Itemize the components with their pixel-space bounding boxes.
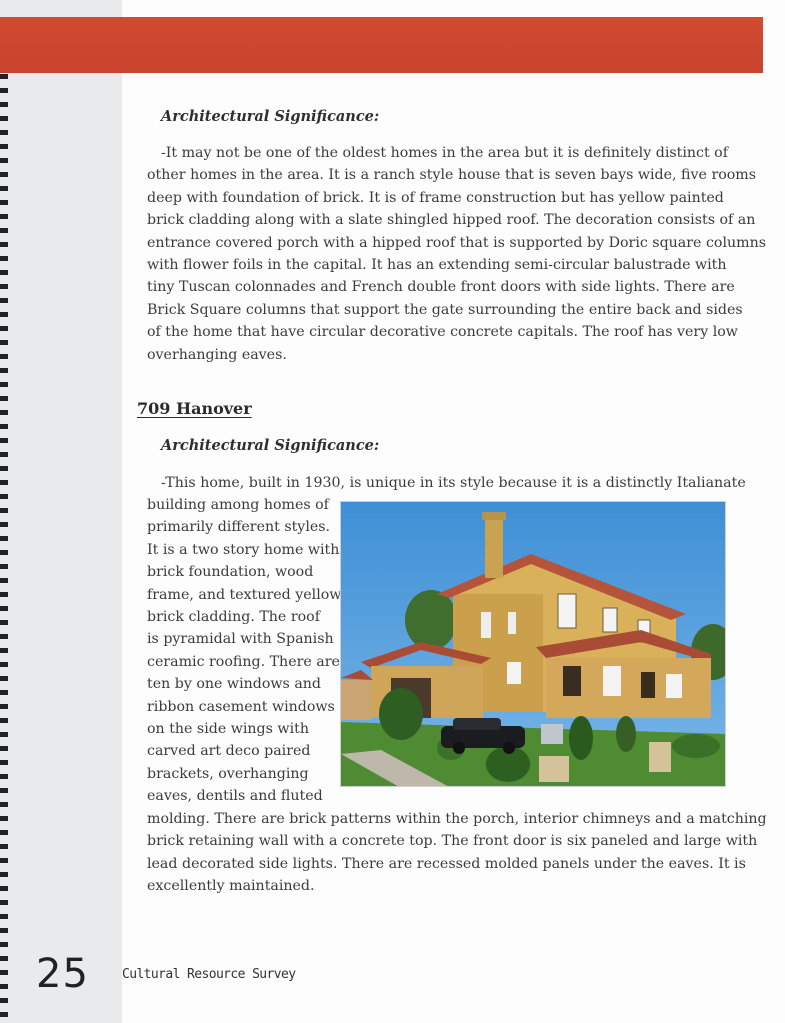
section1-paragraph — [147, 142, 766, 366]
binding-strip — [0, 0, 122, 1023]
text-line: Brick Square columns that support the gate surrounding the entire back and sides — [147, 301, 743, 318]
text-line: frame, and textured yellow — [147, 586, 342, 603]
page-number: 25 — [36, 951, 89, 997]
text-line: brick retaining wall with a concrete top. The front door is six paneled and large with — [147, 833, 758, 850]
text-line: with flower foils in the capital. It has an extending semi-circular balustrade with — [147, 257, 727, 274]
header-banner — [0, 17, 763, 73]
section2-wrap-text — [147, 494, 341, 808]
text-line: tiny Tuscan colonnades and French double front doors with side lights. There are — [147, 279, 735, 296]
text-line: building among homes of — [147, 497, 329, 513]
address-heading: 709 Hanover — [137, 399, 252, 418]
text-line: brackets, overhanging — [147, 765, 309, 782]
text-line: brick foundation, wood — [147, 564, 314, 581]
text-line: eaves, dentils and fluted — [147, 788, 323, 805]
text-line: -This home, built in 1930, is unique in its style because it is a distinctly Italianate — [161, 475, 746, 491]
text-line: lead decorated side lights. There are recessed molded panels under the eaves. It is — [147, 855, 746, 872]
section2-heading: Architectural Significance: — [161, 437, 380, 454]
text-line: -It may not be one of the oldest homes in the area but it is definitely distinct of — [161, 145, 728, 161]
footer-title: Cultural Resource Survey — [122, 967, 296, 982]
text-line: primarily different styles. — [147, 519, 331, 536]
text-line: ten by one windows and — [147, 676, 321, 693]
text-line: other homes in the area. It is a ranch style house that is seven bays wide, five rooms — [147, 167, 757, 184]
text-line: overhanging eaves. — [147, 346, 287, 363]
text-line: deep with foundation of brick. It is of frame construction but has yellow painted — [147, 189, 724, 206]
text-line: is pyramidal with Spanish — [147, 631, 334, 648]
house-photo — [340, 501, 726, 787]
text-line: entrance covered porch with a hipped roof that is supported by Doric square columns — [147, 234, 766, 251]
text-line: of the home that have circular decorative concrete capitals. The roof has very low — [147, 324, 738, 341]
text-line: ribbon casement windows — [147, 698, 335, 715]
text-line: carved art deco paired — [147, 743, 311, 760]
text-line: on the side wings with — [147, 721, 309, 738]
text-line: It is a two story home with — [147, 541, 340, 558]
text-line: brick cladding. The roof — [147, 609, 320, 626]
section1-heading: Architectural Significance: — [161, 108, 380, 125]
text-line: molding. There are brick patterns within the porch, interior chimneys and a matching — [147, 811, 767, 827]
text-line: brick cladding along with a slate shingled hipped roof. The decoration consists of an — [147, 212, 756, 229]
house-illustration — [341, 502, 726, 787]
section2-full-text — [147, 808, 767, 898]
text-line: excellently maintained. — [147, 878, 315, 895]
section2-intro — [161, 472, 746, 494]
text-line: ceramic roofing. There are — [147, 653, 340, 670]
spiral-binding — [0, 18, 8, 1018]
